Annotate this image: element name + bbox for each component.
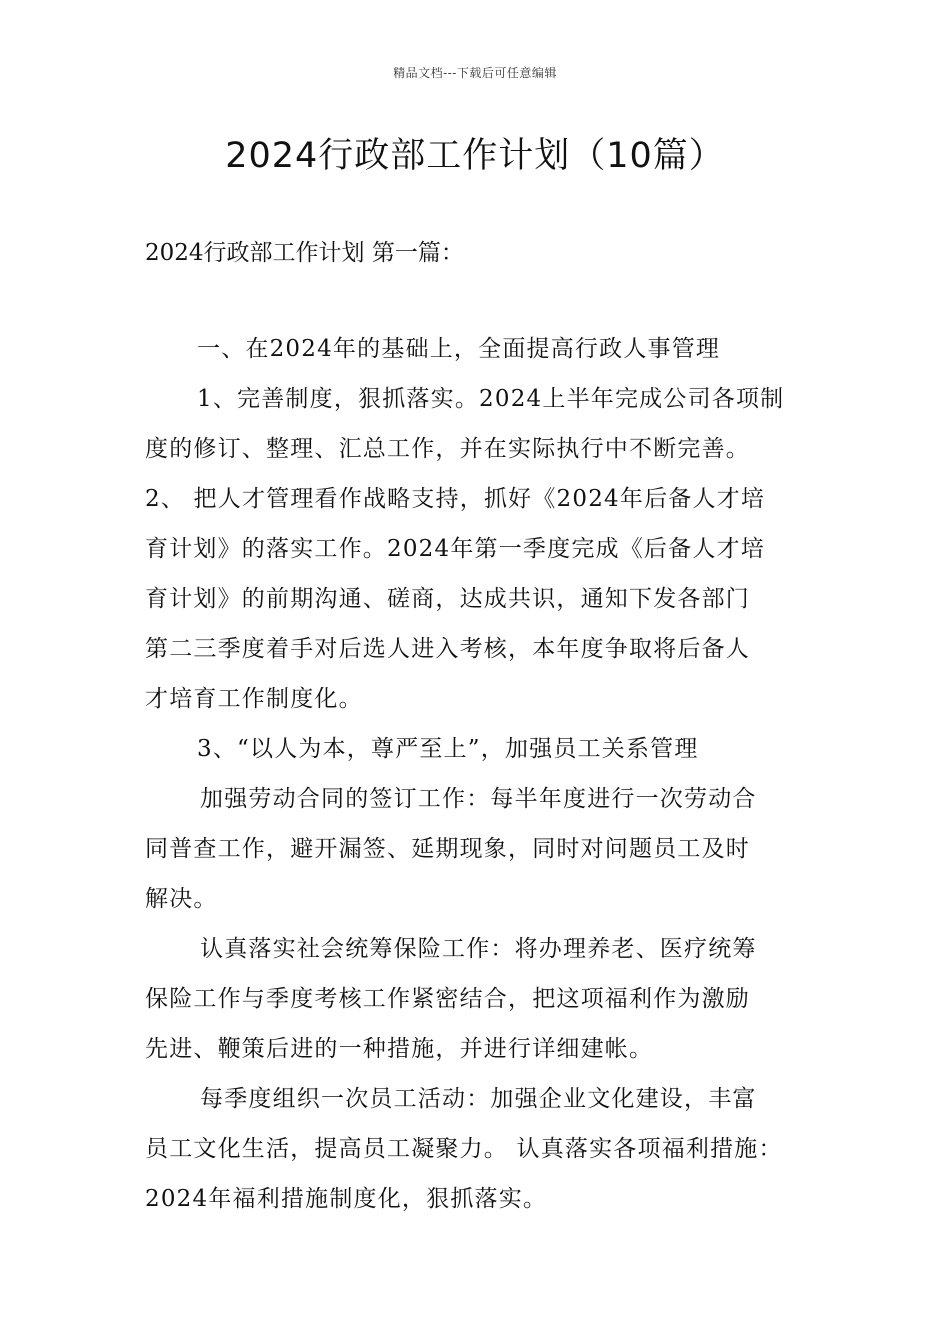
paragraph-line-item-3-heading: 3、“以人为本，尊严至上”，加强员工关系管理 bbox=[197, 736, 699, 762]
paragraph-line-item-2-start: 2、 把人才管理看作战略支持，抓好《2024年后备人才培 bbox=[145, 486, 766, 512]
paragraph-line: 2024年福利措施制度化，狠抓落实。 bbox=[145, 1186, 548, 1212]
paragraph-line-social-insurance-start: 认真落实社会统筹保险工作：将办理养老、医疗统筹 bbox=[200, 936, 757, 962]
document-body bbox=[145, 324, 810, 1224]
paragraph-line-employee-activity-start: 每季度组织一次员工活动：加强企业文化建设，丰富 bbox=[200, 1086, 757, 1112]
header-note: 精品文档---下载后可任意编辑 bbox=[393, 66, 557, 80]
paragraph-line: 保险工作与季度考核工作紧密结合，把这项福利作为激励 bbox=[145, 986, 750, 1012]
paragraph-line: 解决。 bbox=[145, 886, 218, 912]
paragraph-line: 员工文化生活，提高员工凝聚力。 认真落实各项福利措施： bbox=[145, 1136, 783, 1162]
section-heading: 2024行政部工作计划 第一篇： bbox=[145, 240, 464, 266]
paragraph-line: 同普查工作，避开漏签、延期现象，同时对问题员工及时 bbox=[145, 836, 750, 862]
paragraph-line-item-1-start: 1、完善制度，狠抓落实。2024上半年完成公司各项制 bbox=[197, 386, 785, 412]
paragraph-line-point-one-heading: 一、在2024年的基础上，全面提高行政人事管理 bbox=[197, 336, 721, 362]
paragraph-line-labor-contract-start: 加强劳动合同的签订工作：每半年度进行一次劳动合 bbox=[200, 786, 757, 812]
paragraph-line: 育计划》的前期沟通、磋商，达成共识，通知下发各部门 bbox=[145, 586, 750, 612]
paragraph-line: 先进、鞭策后进的一种措施，并进行详细建帐。 bbox=[145, 1036, 654, 1062]
paragraph-line: 育计划》的落实工作。2024年第一季度完成《后备人才培 bbox=[145, 536, 765, 562]
paragraph-line: 才培育工作制度化。 bbox=[145, 686, 363, 712]
paragraph-line: 度的修订、整理、汇总工作，并在实际执行中不断完善。 bbox=[145, 436, 750, 462]
document-title: 2024行政部工作计划（10篇） bbox=[225, 136, 725, 176]
paragraph-line: 第二三季度着手对后选人进入考核，本年度争取将后备人 bbox=[145, 636, 750, 662]
